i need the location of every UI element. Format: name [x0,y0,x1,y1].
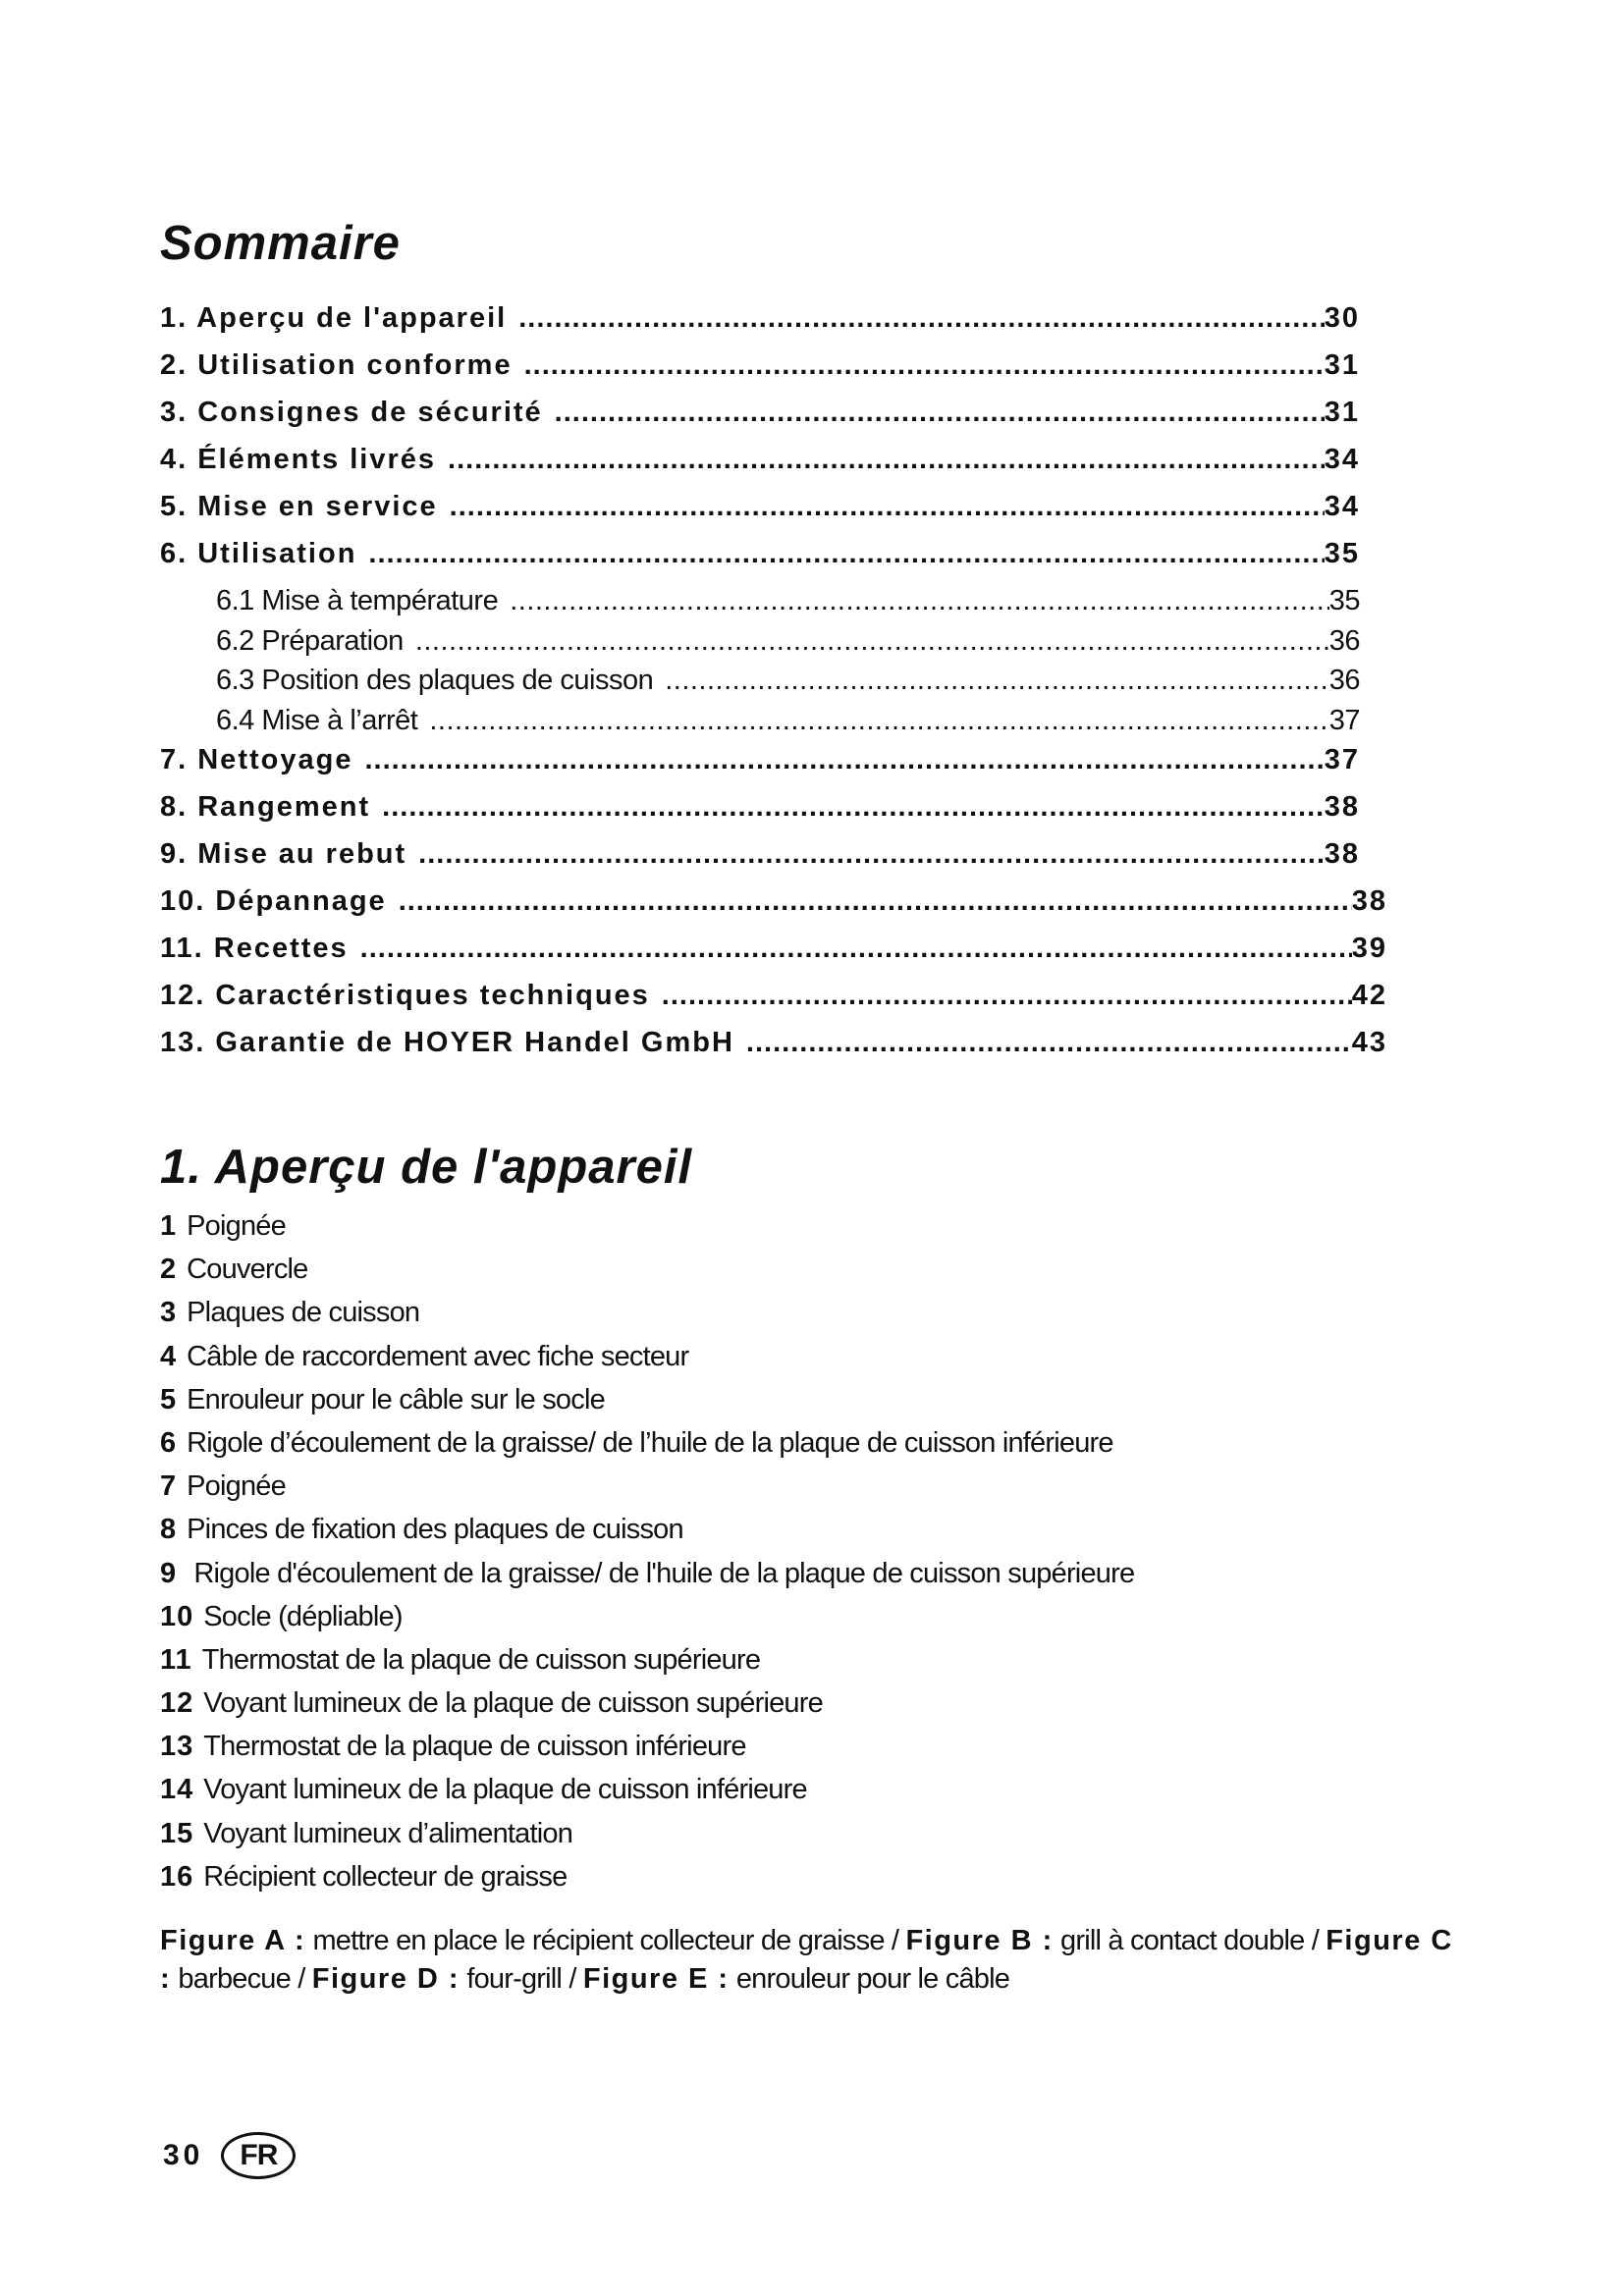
dot-leader [364,744,1324,776]
part-item [160,1861,1134,1904]
part-label: Thermostat de la plaque de cuisson supérieure [201,1643,761,1676]
toc-entry[interactable] [160,538,1360,585]
toc-entry-label: 9. Mise au rebut [160,838,407,870]
part-label: Rigole d'écoulement de la graisse/ de l'huile de la plaque de cuisson supérieure [187,1557,1135,1589]
part-number: 14 [160,1774,194,1806]
toc-entry[interactable] [160,980,1387,1027]
part-number: 13 [160,1731,194,1763]
dot-leader [450,491,1325,523]
part-label: Socle (dépliable) [203,1600,403,1632]
part-item [160,1470,1134,1514]
part-item [160,1644,1134,1687]
toc-entry[interactable] [160,349,1360,397]
toc-entry-page: 36 [1328,624,1360,657]
toc-entry-label: 12. Caractéristiques techniques [160,980,650,1011]
part-item [160,1341,1134,1384]
toc-entry-label: 2. Utilisation conforme [160,349,513,381]
part-item [160,1427,1134,1470]
part-item [160,1210,1134,1254]
part-number: 15 [160,1817,194,1849]
toc-entry[interactable] [160,397,1360,444]
part-label: Récipient collecteur de graisse [203,1860,568,1893]
part-number: 10 [160,1600,194,1632]
dot-leader [555,397,1325,429]
part-label: Voyant lumineux de la plaque de cuisson supérieure [203,1687,823,1720]
toc-entry-label: 5. Mise en service [160,491,438,522]
toc-entry-page: 34 [1324,444,1360,475]
dot-leader [665,665,1329,697]
toc-entry-label: 7. Nettoyage [160,744,353,775]
table-of-contents [160,302,1387,1074]
dot-leader [518,302,1325,335]
dot-leader [448,444,1325,476]
toc-entry-page: 42 [1351,980,1387,1011]
toc-entry[interactable] [160,1027,1387,1074]
part-label: Rigole d’écoulement de la graisse/ de l’huile de la plaque de cuisson inférieure [187,1426,1113,1459]
part-item [160,1601,1134,1644]
part-item [160,1774,1134,1817]
toc-entry-page: 31 [1324,349,1360,381]
toc-entry-page: 36 [1328,665,1360,696]
part-label: Câble de raccordement avec fiche secteur [187,1340,689,1372]
toc-entry-page: 35 [1324,538,1360,569]
toc-entry[interactable] [160,302,1360,349]
toc-entry-label: 13. Garantie de HOYER Handel GmbH [160,1027,734,1058]
section-title: 1. Aperçu de l'appareil [160,1141,693,1194]
toc-entry-label: 6.1 Mise à température [216,585,499,616]
toc-entry-page: 38 [1351,885,1387,917]
dot-leader [399,885,1352,918]
toc-entry-page: 35 [1328,585,1360,616]
part-item [160,1514,1134,1557]
figure-captions [160,1922,1466,1999]
toc-title: Sommaire [160,217,401,270]
dot-leader [746,1027,1352,1059]
part-label: Thermostat de la plaque de cuisson inférieure [203,1731,746,1763]
toc-entry[interactable] [160,705,1360,745]
part-number: 8 [160,1514,178,1546]
figure-caption: barbecue / [171,1963,312,1995]
figure-label: Figure B : [905,1925,1054,1956]
dot-leader [524,349,1325,382]
figure-caption: four-grill / [460,1963,583,1995]
toc-entry-page: 37 [1324,744,1360,775]
toc-entry-page: 43 [1351,1027,1387,1058]
toc-entry-label: 4. Éléments livrés [160,444,437,475]
toc-entry-page: 31 [1324,397,1360,428]
toc-entry[interactable] [160,838,1360,885]
part-item [160,1297,1134,1340]
part-item [160,1384,1134,1427]
toc-entry-page: 34 [1324,491,1360,522]
toc-entry[interactable] [160,585,1360,625]
dot-leader [415,625,1329,658]
toc-entry-label: 8. Rangement [160,791,371,823]
part-item [160,1558,1134,1601]
part-number: 3 [160,1297,178,1329]
page-number: 30 [163,2139,204,2171]
toc-entry-page: 39 [1351,933,1387,964]
toc-entry[interactable] [160,625,1360,666]
toc-entry-page: 37 [1328,704,1360,736]
part-item [160,1687,1134,1731]
part-number: 16 [160,1860,194,1893]
part-label: Poignée [187,1470,286,1503]
part-item [160,1731,1134,1774]
part-number: 7 [160,1470,178,1503]
parts-list [160,1210,1134,1904]
figure-caption: enrouleur pour le câble [729,1963,1010,1995]
toc-entry-label: 6.2 Préparation [216,624,404,657]
figure-caption: grill à contact double / [1053,1925,1326,1956]
toc-entry[interactable] [160,491,1360,538]
figure-caption: mettre en place le récipient collecteur de graisse / [305,1925,906,1956]
part-number: 11 [160,1643,192,1676]
toc-entry-label: 6.4 Mise à l’arrêt [216,704,418,736]
toc-entry-page: 30 [1324,302,1360,334]
part-number: 9 [160,1557,178,1589]
part-label: Poignée [187,1210,286,1242]
part-label: Couvercle [187,1254,308,1286]
toc-entry[interactable] [160,791,1360,838]
figure-label: Figure D : [311,1963,460,1995]
dot-leader [382,791,1325,824]
toc-entry-label: 11. Recettes [160,933,349,964]
toc-entry[interactable] [160,665,1360,705]
dot-leader [510,585,1329,617]
toc-entry-label: 6.3 Position des plaques de cuisson [216,665,654,696]
toc-entry[interactable] [160,885,1387,933]
part-item [160,1818,1134,1861]
figure-label: Figure A : [160,1925,306,1956]
dot-leader [418,838,1325,871]
toc-entry[interactable] [160,444,1360,491]
part-label: Voyant lumineux de la plaque de cuisson inférieure [203,1774,807,1806]
toc-entry-page: 38 [1324,791,1360,823]
toc-entry[interactable] [160,744,1360,791]
dot-leader [662,980,1352,1012]
dot-leader [360,933,1352,965]
part-number: 2 [160,1254,178,1286]
part-number: 5 [160,1383,178,1415]
page-footer [163,2132,296,2179]
part-number: 12 [160,1687,194,1720]
part-label: Pinces de fixation des plaques de cuisson [187,1514,683,1546]
part-label: Plaques de cuisson [187,1297,420,1329]
toc-entry-label: 1. Aperçu de l'appareil [160,302,508,334]
figure-label: Figure E : [582,1963,730,1995]
part-label: Voyant lumineux d’alimentation [203,1817,573,1849]
toc-entry-label: 3. Consignes de sécurité [160,397,543,428]
dot-leader [368,538,1324,570]
toc-entry-label: 10. Dépannage [160,885,387,917]
dot-leader [429,705,1328,737]
part-item [160,1254,1134,1297]
part-number: 1 [160,1210,178,1242]
part-number: 6 [160,1426,178,1459]
part-label: Enrouleur pour le câble sur le socle [187,1383,605,1415]
figure-label: Figure C : [160,1925,1453,1995]
part-number: 4 [160,1340,178,1372]
toc-entry-page: 38 [1324,838,1360,870]
toc-entry[interactable] [160,933,1387,980]
toc-entry-label: 6. Utilisation [160,538,357,569]
language-badge: FR [221,2132,296,2179]
